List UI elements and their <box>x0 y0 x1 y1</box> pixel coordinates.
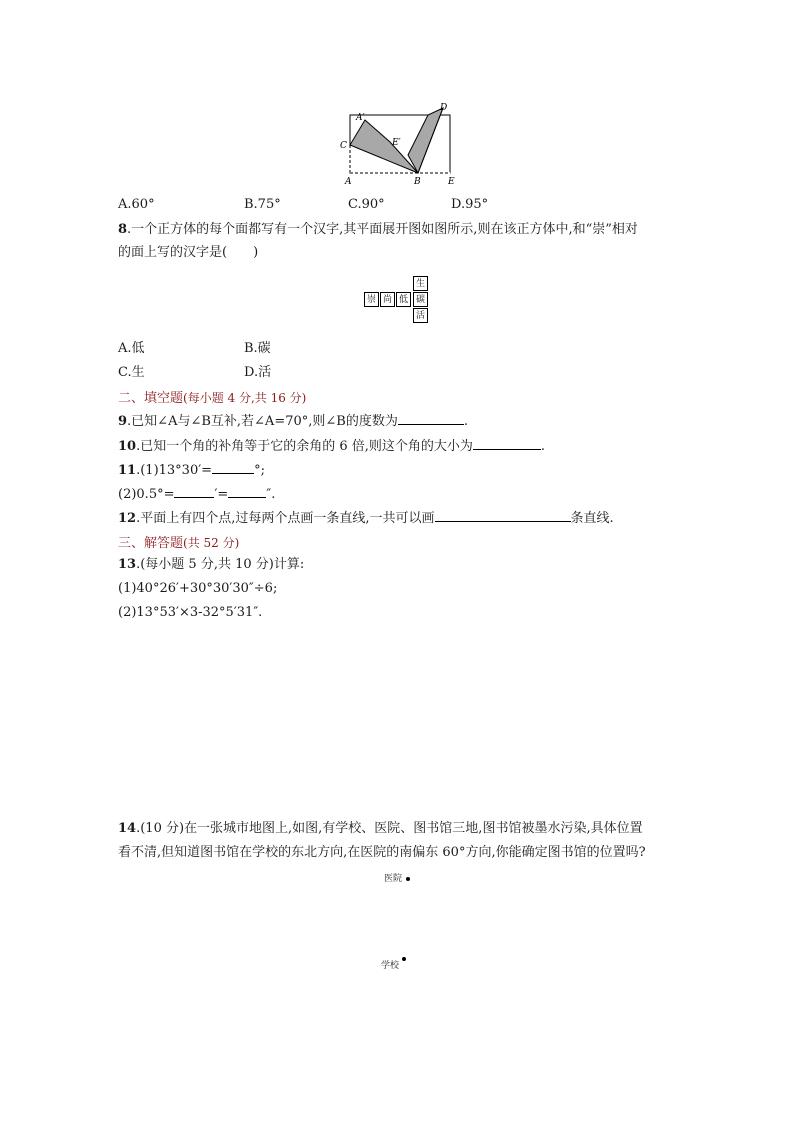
q8-line2: 的面上写的汉字是( ) <box>118 245 259 260</box>
cell-chong: 崇 <box>364 292 379 307</box>
section-2-title: 二、填空题 <box>118 391 184 406</box>
cell-tan: 碳 <box>413 292 428 307</box>
q7-option-b: B.75° <box>244 197 281 212</box>
label-A1: A′ <box>356 113 365 123</box>
q12-number: 12 <box>118 511 137 526</box>
q11-p1b: °; <box>254 463 265 478</box>
q7-option-d: D.95° <box>451 197 489 212</box>
section-3-note: (共 52 分) <box>183 536 240 550</box>
q14-line1 <box>118 820 643 838</box>
hospital-dot <box>406 877 410 881</box>
cell-shang: 尚 <box>380 292 395 307</box>
q8-text-1: .一个正方体的每个面都写有一个汉字,其平面展开图如图所示,则在该正方体中,和“崇”相对 <box>127 222 638 237</box>
q9 <box>118 411 468 431</box>
cell-di: 低 <box>396 292 411 307</box>
q8-option-b: B.碳 <box>244 341 271 356</box>
q11-p2b: ′= <box>214 487 229 502</box>
q13-part1: (1)40°26′+30°30′30″÷6; <box>118 581 278 596</box>
label-B: B <box>414 177 421 187</box>
label-A: A <box>345 177 352 187</box>
q8-option-c: C.生 <box>118 365 145 380</box>
q11-number: 11 <box>118 463 137 478</box>
q11-blank-1[interactable] <box>212 460 254 474</box>
q13-number: 13 <box>118 557 137 572</box>
q10-end: . <box>540 439 546 454</box>
label-E: E <box>448 177 455 187</box>
q12-blank[interactable] <box>435 508 571 522</box>
section-2-heading <box>118 387 306 406</box>
label-D: D <box>440 103 448 113</box>
cube-net <box>364 276 432 326</box>
q11-p2c: ″. <box>266 487 276 502</box>
q8-line1 <box>118 221 638 239</box>
q11-blank-2[interactable] <box>174 484 214 498</box>
school-label: 学校 <box>381 961 400 971</box>
q9-blank[interactable] <box>398 411 464 425</box>
label-C: C <box>340 141 347 151</box>
q10-blank[interactable] <box>473 436 541 450</box>
school-point <box>381 960 399 972</box>
q14-line2: 看不清,但知道图书馆在学校的东北方向,在医院的南偏东 60°方向,你能确定图书馆的位置吗? <box>118 845 646 860</box>
q10-text: .已知一个角的补角等于它的余角的 6 倍,则这个角的大小为 <box>136 439 473 454</box>
q12-text: .平面上有四个点,过每两个点画一条直线,一共可以画 <box>136 511 435 526</box>
q11-p1a: .(1)13°30′= <box>136 463 213 478</box>
q9-end: . <box>463 414 468 429</box>
q7-option-a: A.60° <box>118 197 155 212</box>
cell-sheng: 生 <box>413 276 428 291</box>
q12 <box>118 508 614 528</box>
q12-end: 条直线. <box>570 511 614 526</box>
q9-number: 9 <box>118 414 128 429</box>
q11-part1 <box>118 460 265 480</box>
q13-part2: (2)13°53′×3-32°5′31″. <box>118 605 263 620</box>
hospital-point <box>384 873 410 885</box>
q11-p2a: (2)0.5°= <box>118 487 175 502</box>
hospital-label: 医院 <box>384 874 403 884</box>
section-3-title: 三、解答题 <box>118 536 184 551</box>
q8-option-a: A.低 <box>118 341 145 356</box>
section-3-heading <box>118 532 239 551</box>
q11-part2 <box>118 484 275 504</box>
q13 <box>118 556 304 574</box>
q11-blank-3[interactable] <box>228 484 266 498</box>
q14-text-1: .(10 分)在一张城市地图上,如图,有学校、医院、图书馆三地,图书馆被墨水污染,具体位置 <box>136 821 643 836</box>
label-E1: E′ <box>392 138 401 148</box>
q7-option-c: C.90° <box>348 197 385 212</box>
q8-number: 8 <box>118 222 128 237</box>
school-dot <box>402 957 406 961</box>
angle-fold-figure <box>330 100 465 190</box>
q10-number: 10 <box>118 439 137 454</box>
q14-number: 14 <box>118 821 137 836</box>
q13-text: .(每小题 5 分,共 10 分)计算: <box>136 557 305 572</box>
q9-text: .已知∠A与∠B互补,若∠A=70°,则∠B的度数为 <box>127 414 398 429</box>
q8-option-d: D.活 <box>244 365 272 380</box>
q10 <box>118 436 545 456</box>
cell-huo: 活 <box>413 308 428 323</box>
section-2-note: (每小题 4 分,共 16 分) <box>183 391 307 405</box>
